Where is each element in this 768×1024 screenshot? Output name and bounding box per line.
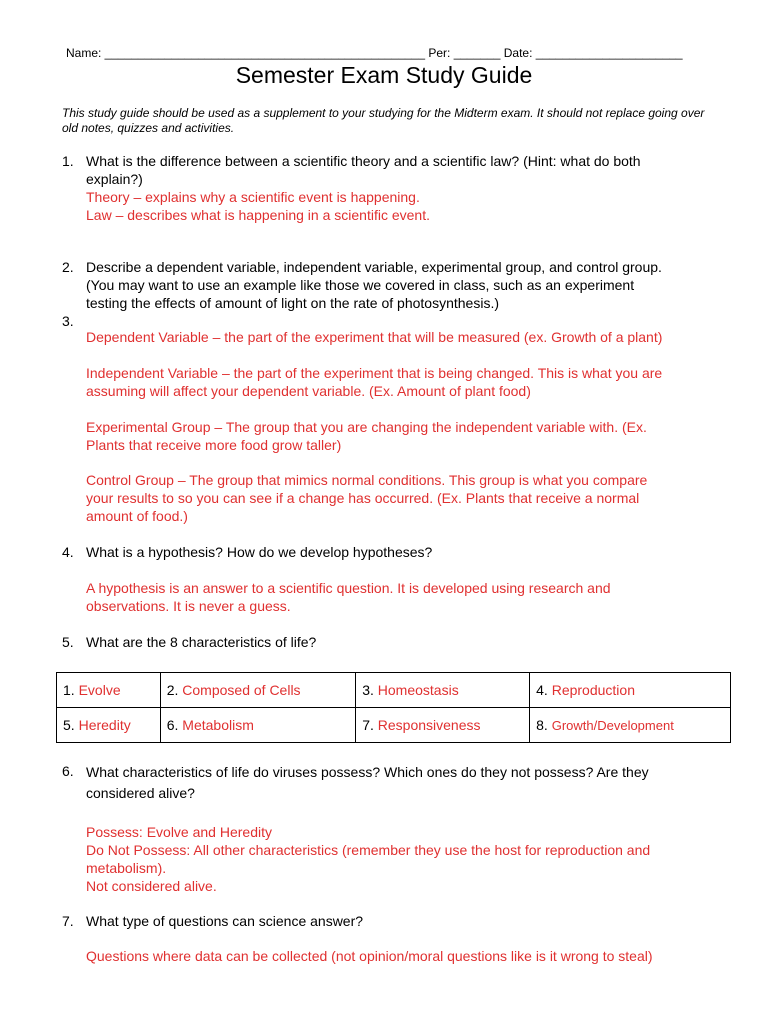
table-cell: 7. Responsiveness (356, 708, 530, 743)
trait-name: Evolve (78, 682, 121, 698)
control-group-answer (86, 471, 726, 525)
answer-line: Possess: Evolve and Heredity (86, 824, 272, 840)
table-cell: 5. Heredity (57, 708, 161, 743)
question-7: What type of questions can science answer? (86, 913, 364, 929)
answer-line: A hypothesis is an answer to a scientific question. It is developed using research and (86, 580, 611, 596)
question-6-line: What characteristics of life do viruses possess? Which ones do they not possess? Are they (86, 764, 649, 780)
page-title: Semester Exam Study Guide (235, 62, 533, 88)
table-cell: 1. Evolve (57, 673, 161, 708)
question-6-answer (86, 823, 726, 895)
intro-text: This study guide should be used as a supplement to your studying for the Midterm exam. It should not replace going over old notes, quizzes and activities. (62, 106, 705, 135)
question-2 (86, 258, 726, 312)
name-period-date-line[interactable]: Name: ________________________________________________ Per: _______ Date: ______________________ (66, 46, 683, 60)
question-1-answer-line: Theory – explains why a scientific event is happening. (86, 189, 420, 205)
question-6-line: considered alive? (86, 785, 195, 801)
question-5-number: 5. (62, 634, 74, 650)
table-cell: 3. Homeostasis (356, 673, 530, 708)
answer-line: observations. It is never a guess. (86, 598, 291, 614)
question-7-number: 7. (62, 913, 74, 929)
trait-name: Heredity (78, 717, 131, 733)
question-6 (86, 762, 726, 804)
question-2-line: Describe a dependent variable, independent variable, experimental group, and control group. (86, 259, 662, 275)
trait-name: Homeostasis (377, 682, 459, 698)
question-1-line: What is the difference between a scientific theory and a scientific law? (Hint: what do both (86, 153, 641, 169)
answer-line: amount of food.) (86, 508, 188, 524)
trait-name: Metabolism (182, 717, 254, 733)
question-2-line: (You may want to use an example like those we covered in class, such as an experiment (86, 277, 635, 293)
answer-line: Plants that receive more food grow taller) (86, 437, 342, 453)
characteristics-of-life-table (56, 672, 731, 743)
table-row (57, 673, 731, 708)
answer-line: Experimental Group – The group that you are changing the independent variable with. (Ex. (86, 419, 647, 435)
dependent-variable-answer (86, 328, 726, 346)
question-2-line: testing the effects of amount of light on the rate of photosynthesis.) (86, 295, 499, 311)
trait-name: Composed of Cells (182, 682, 301, 698)
table-cell: 8. Growth/Development (530, 708, 731, 743)
question-4-number: 4. (62, 544, 74, 560)
question-1-answer-line: Law – describes what is happening in a scientific event. (86, 207, 430, 223)
question-1-line: explain?) (86, 171, 143, 187)
question-5: What are the 8 characteristics of life? (86, 634, 317, 650)
answer-line: metabolism). (86, 860, 167, 876)
trait-name: Reproduction (551, 682, 635, 698)
table-row (57, 708, 731, 743)
question-6-number: 6. (62, 763, 74, 779)
question-3-number: 3. (62, 313, 74, 329)
question-1-number: 1. (62, 153, 74, 169)
question-2-number: 2. (62, 259, 74, 275)
question-7-answer: Questions where data can be collected (not opinion/moral questions like is it wrong to steal) (86, 948, 653, 964)
independent-variable-answer (86, 364, 726, 400)
table-cell: 2. Composed of Cells (160, 673, 356, 708)
trait-name: Growth/Development (551, 718, 674, 733)
trait-name: Responsiveness (377, 717, 481, 733)
question-1 (86, 152, 726, 224)
question-4-answer (86, 579, 726, 615)
answer-line: Not considered alive. (86, 878, 217, 894)
table-cell: 4. Reproduction (530, 673, 731, 708)
answer-line: your results to so you can see if a change has occurred. (Ex. Plants that receive a normal (86, 490, 640, 506)
experimental-group-answer (86, 418, 726, 454)
answer-line: Independent Variable – the part of the experiment that is being changed. This is what you are (86, 365, 663, 381)
answer-line: assuming will affect your dependent variable. (Ex. Amount of plant food) (86, 383, 531, 399)
answer-line: Dependent Variable – the part of the experiment that will be measured (ex. Growth of a plant) (86, 329, 663, 345)
question-4: What is a hypothesis? How do we develop hypotheses? (86, 544, 433, 560)
answer-line: Control Group – The group that mimics normal conditions. This group is what you compare (86, 472, 648, 488)
table-cell: 6. Metabolism (160, 708, 356, 743)
answer-line: Do Not Possess: All other characteristics (remember they use the host for reproduction and (86, 842, 651, 858)
